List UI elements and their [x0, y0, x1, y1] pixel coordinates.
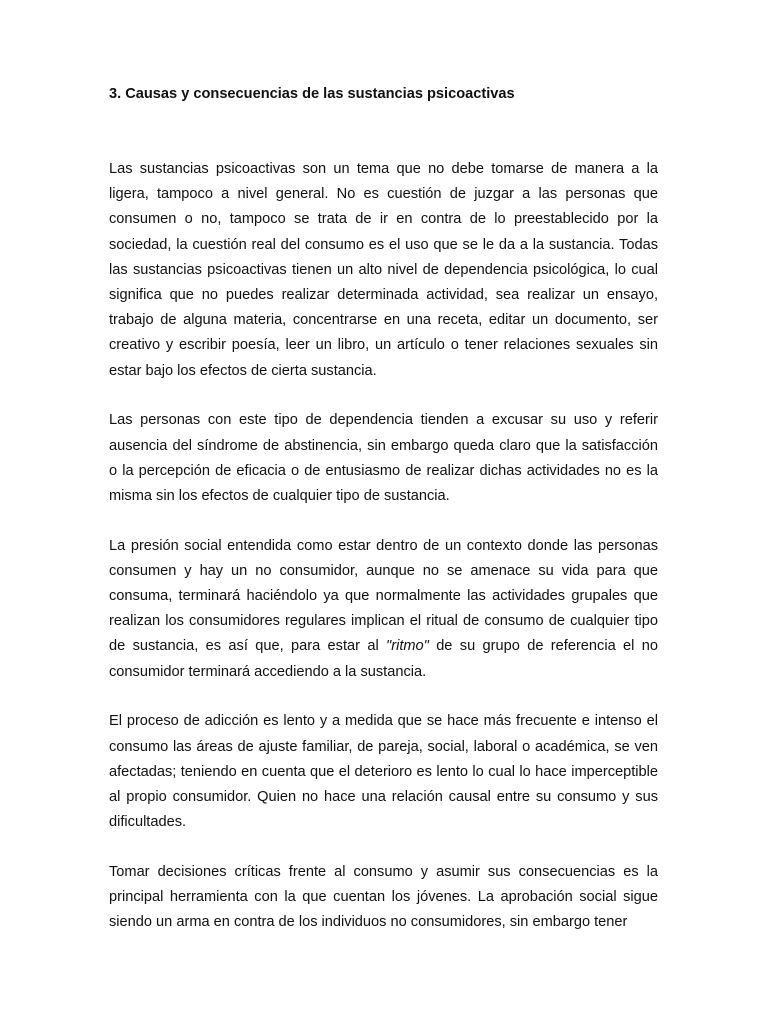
paragraph-excusas: Las personas con este tipo de dependencia tienden a excusar su uso y referir ausencia del síndrome de abstinencia, sin embargo queda claro que la satisfacción o la percepción de eficacia o de entusiasmo de realizar dichas actividades no es la misma sin los efectos de cualquier tipo de sustancia.	[109, 412, 658, 504]
paragraph-decisiones: Tomar decisiones críticas frente al consumo y asumir sus consecuencias es la principal herramienta con la que cuentan los jóvenes. La aprobación social sigue siendo un arma en contra de los individuos no consumidores, sin embargo tener	[109, 863, 658, 931]
paragraph-presion-social	[109, 534, 658, 685]
document-page	[109, 82, 658, 935]
section-heading: 3. Causas y consecuencias de las sustancias psicoactivas	[109, 86, 515, 102]
emphasis-ritmo: "ritmo"	[386, 638, 429, 655]
paragraph-proceso-adiccion: El proceso de adicción es lento y a medida que se hace más frecuente e intenso el consumo las áreas de ajuste familiar, de pareja, social, laboral o académica, se ven afectadas; teniendo en cuenta que el deterioro es lento lo cual lo hace imperceptible al propio consumidor. Quien no hace una relación causal entre su consumo y sus dificultades.	[109, 713, 658, 831]
paragraph-text-before: La presión social entendida como estar dentro de un contexto donde las personas consumen y hay un no consumidor, aunque no se amenace su vida para que consuma, terminará haciéndolo ya que normalmente las actividades grupales que realizan los consumidores regulares implican el ritual de consumo de cualquier tipo de sustancia, es así que, para estar al	[109, 537, 658, 655]
paragraph-text-after: de su grupo de referencia el no consumidor terminará accediendo a la sustancia.	[109, 638, 658, 680]
paragraph-dependencia: Las sustancias psicoactivas son un tema que no debe tomarse de manera a la ligera, tampoco a nivel general. No es cuestión de juzgar a las personas que consumen o no, tampoco se trata de ir en contra de lo preestablecido por la sociedad, la cuestión real del consumo es el uso que se le da a la sustancia. Todas las sustancias psicoactivas tienen un alto nivel de dependencia psicológica, lo cual significa que no puedes realizar determinada actividad, sea realizar un ensayo, trabajo de alguna materia, concentrarse en una receta, editar un documento, ser creativo y escribir poesía, leer un libro, un artículo o tener relaciones sexuales sin estar bajo los efectos de cierta sustancia.	[109, 161, 658, 379]
